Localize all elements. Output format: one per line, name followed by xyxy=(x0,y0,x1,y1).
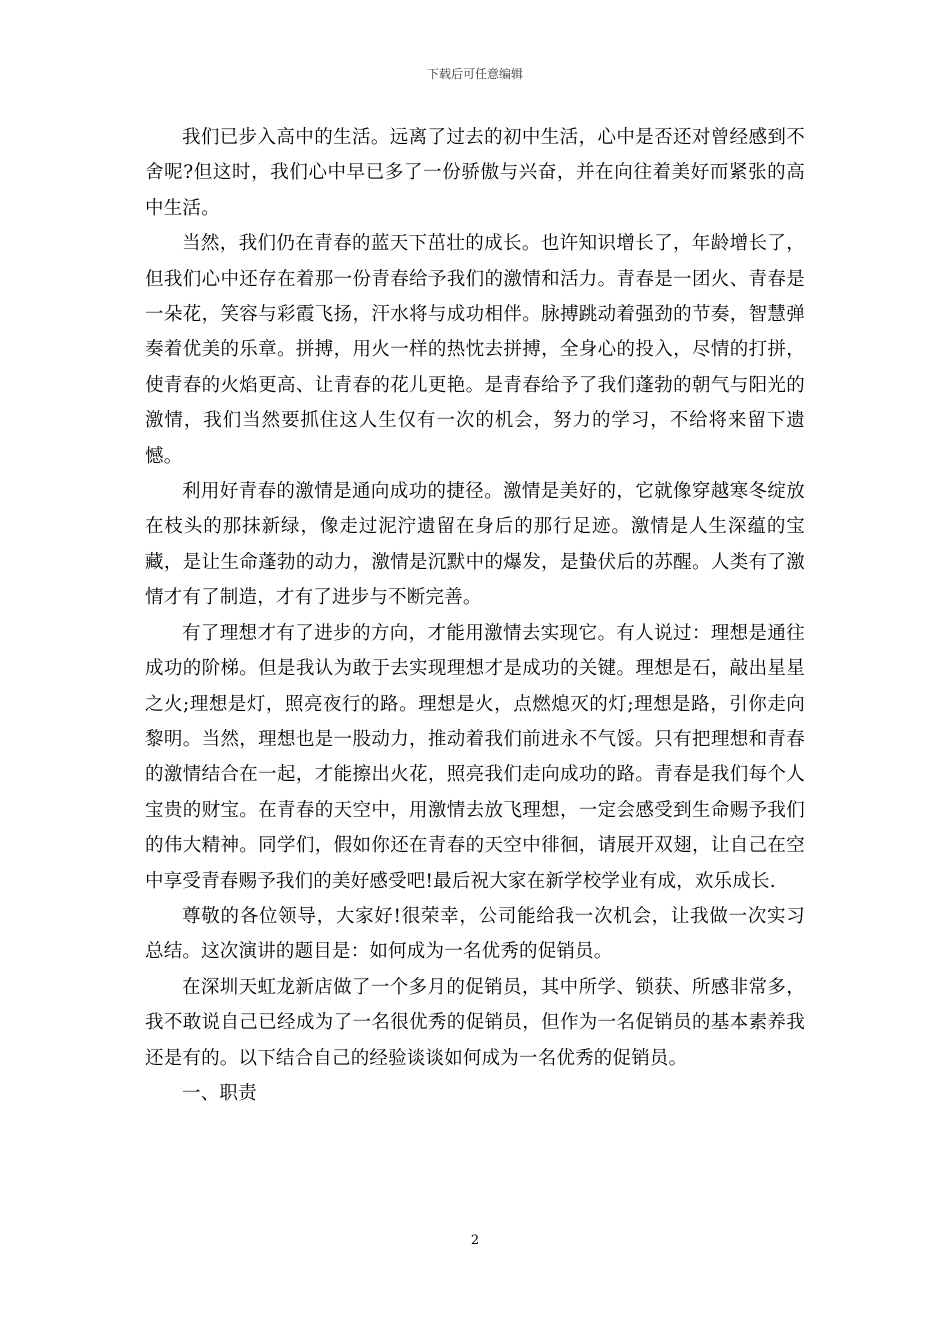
paragraph-4: 有了理想才有了进步的方向，才能用激情去实现它。有人说过：理想是通往成功的阶梯。但是我认为敢于去实现理想才是成功的关键。理想是石，敲出星星之火;理想是灯，照亮夜行的路。理想是火，点燃熄灭的灯;理想是路，引你走向黎明。当然，理想也是一股动力，推动着我们前进永不气馁。只有把理想和青春的激情结合在一起，才能擦出火花，照亮我们走向成功的路。青春是我们每个人宝贵的财宝。在青春的天空中，用激情去放飞理想，一定会感受到生命赐予我们的伟大精神。同学们，假如你还在青春的天空中徘徊，请展开双翅，让自己在空中享受青春赐予我们的美好感受吧!最后祝大家在新学校学业有成，欢乐成长. xyxy=(145,622,805,892)
paragraph-6: 在深圳天虹龙新店做了一个多月的促销员，其中所学、锁获、所感非常多，我不敢说自己已经成为了一名很优秀的促销员，但作为一名促销员的基本素养我还是有的。以下结合自己的经验谈谈如何成为一名优秀的促销员。 xyxy=(145,976,805,1069)
page-header: 下载后可任意编辑 xyxy=(426,67,523,81)
section-heading-duties: 一、职责 xyxy=(182,1082,257,1104)
paragraph-3: 利用好青春的激情是通向成功的捷径。激情是美好的，它就像穿越寒冬绽放在枝头的那抹新绿，像走过泥泞遗留在身后的那行足迹。激情是人生深蕴的宝藏，是让生命蓬勃的动力，激情是沉默中的爆发，是蛰伏后的苏醒。人类有了激情才有了制造，才有了进步与不断完善。 xyxy=(145,481,805,609)
page-number: 2 xyxy=(470,1233,480,1248)
paragraph-1: 我们已步入高中的生活。远离了过去的初中生活，心中是否还对曾经感到不舍呢?但这时，我们心中早已多了一份骄傲与兴奋，并在向往着美好而紧张的高中生活。 xyxy=(145,127,805,219)
paragraph-2: 当然，我们仍在青春的蓝天下茁壮的成长。也许知识增长了，年龄增长了，但我们心中还存在着那一份青春给予我们的激情和活力。青春是一团火、青春是一朵花，笑容与彩霞飞扬，汗水将与成功相伴。脉搏跳动着强劲的节奏，智慧弹奏着优美的乐章。拼搏，用火一样的热忱去拼搏，全身心的投入，尽情的打拼，使青春的火焰更高、让青春的花儿更艳。是青春给予了我们蓬勃的朝气与阳光的激情，我们当然要抓住这人生仅有一次的机会，努力的学习，不给将来留下遗憾。 xyxy=(145,233,805,467)
paragraph-5: 尊敬的各位领导，大家好!很荣幸，公司能给我一次机会，让我做一次实习总结。这次演讲的题目是：如何成为一名优秀的促销员。 xyxy=(145,905,805,963)
document-body xyxy=(145,120,805,1111)
